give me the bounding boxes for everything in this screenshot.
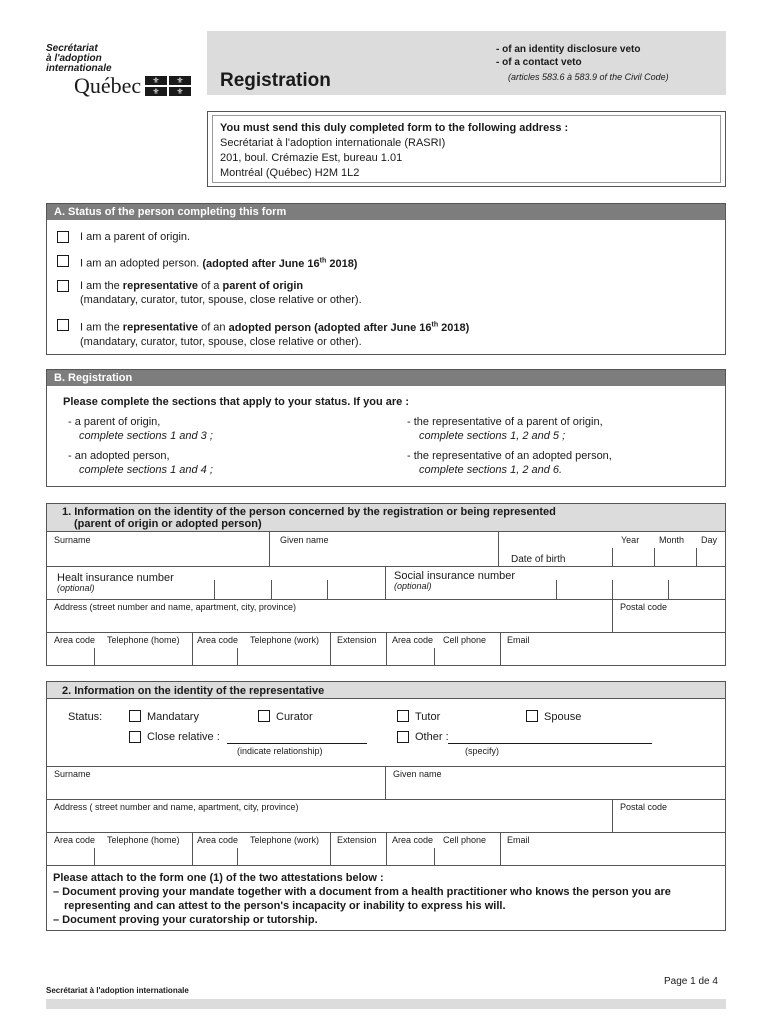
s1-cell-label: Cell phone [443, 635, 487, 645]
s1-email-label: Email [507, 635, 530, 645]
quebec-logo-text: Québec [74, 73, 142, 98]
s2-address-label: Address ( street number and name, apartment, city, province) [54, 802, 299, 812]
s2-attestations: Please attach to the form one (1) of the two attestations below : – Document proving your mandate together with a document from a health practitioner who knows the person you are representing and can attest to the person's incapacity or inability to express his will. – Document proving your curatorship or tutorship. [53, 872, 671, 926]
s1-area-code-home-label: Area code [54, 635, 96, 645]
s1-surname-input[interactable] [47, 545, 268, 565]
address-line-1: Secrétariat à l'adoption internationale (RASRI) [220, 137, 446, 149]
s2-close-relative-label: Close relative : [147, 731, 220, 743]
s1-surname-label: Surname [54, 535, 91, 545]
s1-health-optional: (optional) [57, 583, 95, 593]
veto-contact: - of a contact veto [496, 57, 582, 68]
s2-status-label: Status: [68, 711, 103, 723]
s2-curator-label: Curator [276, 711, 313, 723]
section-1-title: 1. Information on the identity of the person concerned by the registration or being represented (parent of origin or adopted person) [62, 506, 556, 530]
checkbox-mandatary[interactable] [129, 710, 141, 722]
checkbox-tutor[interactable] [397, 710, 409, 722]
s2-other-label: Other : [415, 731, 449, 743]
checkbox-rep-parent-of-origin[interactable] [57, 280, 69, 292]
s2-other-input[interactable] [448, 743, 652, 744]
s1-area-code-cell-label: Area code [392, 635, 434, 645]
checkbox-close-relative[interactable] [129, 731, 141, 743]
footer-org: Secrétariat à l'adoption internationale [46, 986, 189, 995]
checkbox-parent-of-origin[interactable] [57, 231, 69, 243]
address-line-3: Montréal (Québec) H2M 1L2 [220, 167, 360, 179]
s1-health-label: Healt insurance number [57, 572, 174, 584]
s1-sin-label: Social insurance number [394, 570, 516, 582]
s1-dob-label: Date of birth [511, 554, 566, 565]
s2-cell-label: Cell phone [443, 835, 487, 845]
org-line-1: Secrétariat [46, 43, 98, 54]
s2-postal-label: Postal code [620, 802, 668, 812]
s2-specify: (specify) [465, 746, 500, 756]
s1-sin-optional: (optional) [394, 581, 432, 591]
address-heading: You must send this duly completed form to the following address : [220, 122, 569, 134]
org-line-2: à l'adoption [46, 53, 102, 64]
section-b-intro: Please complete the sections that apply to your status. If you are : [63, 396, 409, 408]
s2-surname-label: Surname [54, 769, 91, 779]
checkbox-spouse[interactable] [526, 710, 538, 722]
s2-given-name-label: Given name [393, 769, 442, 779]
s1-month-label: Month [659, 535, 685, 545]
s2-tel-home-label: Telephone (home) [107, 835, 180, 845]
s2-area-code-cell-label: Area code [392, 835, 434, 845]
instruction-parent-of-origin: - a parent of origin, complete sections 1 and 3 ; [68, 416, 213, 442]
s1-year-label: Year [621, 535, 640, 545]
s1-day-label: Day [701, 535, 718, 545]
org-name [46, 44, 166, 74]
page-number: Page 1 de 4 [664, 976, 718, 987]
section-2-title: 2. Information on the identity of the representative [62, 685, 325, 697]
s2-tel-work-label: Telephone (work) [250, 835, 320, 845]
s1-tel-work-label: Telephone (work) [250, 635, 320, 645]
s2-tutor-label: Tutor [415, 711, 441, 723]
checkbox-other[interactable] [397, 731, 409, 743]
veto-identity: - of an identity disclosure veto [496, 44, 641, 55]
form-title: Registration [220, 70, 331, 91]
s2-extension-label: Extension [337, 835, 377, 845]
s2-email-label: Email [507, 835, 530, 845]
org-line-3: internationale [46, 63, 112, 74]
option-rep-adopted-person: I am the representative of an adopted person (adopted after June 16th 2018) (mandatary, curator, tutor, spouse, close relative or other). [80, 321, 470, 348]
civil-code-articles: (articles 583.6 à 583.9 of the Civil Code) [508, 72, 669, 82]
option-adopted-person: I am an adopted person. (adopted after June 16th 2018) [80, 257, 358, 270]
s2-area-code-home-label: Area code [54, 835, 96, 845]
instruction-rep-parent: - the representative of a parent of origin, complete sections 1, 2 and 5 ; [407, 416, 603, 442]
quebec-flag-icon: ⚜ ⚜ ⚜ ⚜ [145, 76, 191, 96]
option-rep-parent-of-origin: I am the representative of a parent of origin (mandatary, curator, tutor, spouse, close relative or other). [80, 280, 362, 306]
s1-given-name-input[interactable] [270, 545, 497, 565]
s1-tel-home-label: Telephone (home) [107, 635, 180, 645]
footer-bar [46, 999, 726, 1009]
s1-address-label: Address (street number and name, apartment, city, province) [54, 602, 296, 612]
address-line-2: 201, boul. Crémazie Est, bureau 1.01 [220, 152, 403, 164]
s1-given-name-label: Given name [280, 535, 329, 545]
section-b-title: B. Registration [47, 370, 725, 386]
instruction-rep-adopted: - the representative of an adopted person, complete sections 1, 2 and 6. [407, 450, 612, 476]
s2-close-relative-input[interactable] [227, 743, 367, 744]
s1-area-code-work-label: Area code [197, 635, 239, 645]
checkbox-adopted-person[interactable] [57, 255, 69, 267]
s2-indicate-relationship: (indicate relationship) [237, 746, 323, 756]
checkbox-curator[interactable] [258, 710, 270, 722]
s2-mandatary-label: Mandatary [147, 711, 199, 723]
instruction-adopted-person: - an adopted person, complete sections 1 and 4 ; [68, 450, 213, 476]
section-a-title: A. Status of the person completing this form [47, 204, 725, 220]
option-parent-of-origin: I am a parent of origin. [80, 231, 191, 243]
s1-extension-label: Extension [337, 635, 377, 645]
mailing-address [212, 115, 721, 183]
s1-postal-label: Postal code [620, 602, 668, 612]
s2-area-code-work-label: Area code [197, 835, 239, 845]
checkbox-rep-adopted-person[interactable] [57, 319, 69, 331]
s2-spouse-label: Spouse [544, 711, 582, 723]
